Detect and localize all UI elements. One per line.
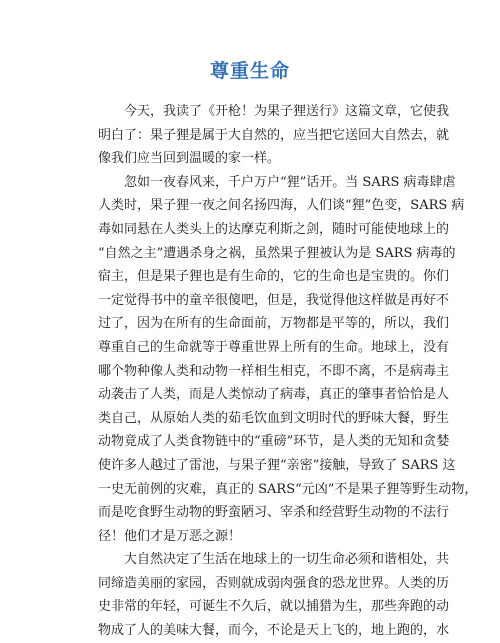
text-line: 使许多人越过了雷池，与果子狸“亲密”接触，导致了 SARS 这 (98, 457, 456, 473)
paragraph-2 (98, 171, 478, 549)
text-line: 明白了：果子狸是属于大自然的，应当把它送回大自然去，就 (98, 127, 450, 143)
text-line: 一史无前例的灾难，真正的 SARS“元凶”不是果子狸等野生动物， (98, 481, 478, 497)
text-line: 大自然决定了生活在地球上的一切生命必须和谐相处，共 (124, 552, 450, 568)
text-line: 一定觉得书中的童辛很傻吧，但是，我觉得他这样做是再好不 (98, 292, 450, 308)
text-line: 史非常的年轻，可诞生不久后，就以捕猎为生，那些奔跑的动 (98, 599, 450, 615)
text-line: 同缔造美丽的家园，否则就成弱肉强食的恐龙世界。人类的历 (98, 575, 450, 591)
paragraph-3 (98, 548, 450, 642)
paragraph-1 (98, 100, 450, 171)
text-line: 像我们应当回到温暖的家一样。 (98, 151, 281, 167)
text-line: 尊重自己的生命就等于尊重世界上所有的生命。地球上，没有 (98, 339, 450, 355)
text-line: 径！他们才是万恶之源！ (98, 528, 242, 544)
article-body (98, 100, 478, 643)
text-line: 毒如同悬在人类头上的达摩克利斯之剑，随时可能使地球上的 (98, 221, 450, 237)
text-line: 人类时，果子狸一夜之间名扬四海，人们谈“狸”色变，SARS 病 (98, 198, 465, 214)
text-line: 类自己，从原始人类的茹毛饮血到文明时代的野味大餐，野生 (98, 410, 450, 426)
text-line: 忽如一夜春风来，千户万户“狸”话开。当 SARS 病毒肆虐 (124, 174, 456, 190)
text-line: 过了，因为在所有的生命面前，万物都是平等的，所以，我们 (98, 316, 450, 332)
text-line: 物成了人的美味大餐，而今，不论是天上飞的，地上跑的，水 (98, 623, 450, 639)
text-line: 动袭击了人类，而是人类惊动了病毒，真正的肇事者恰恰是人 (98, 387, 450, 403)
text-line: 今天，我读了《开枪！为果子狸送行》这篇文章，它使我 (124, 104, 450, 119)
page-title: 尊重生命 (209, 60, 290, 82)
text-line: 动物竟成了人类食物链中的“重磅”环节，是人类的无知和贪婪 (98, 434, 450, 450)
text-line: “自然之主”遭遇杀身之祸，虽然果子狸被认为是 SARS 病毒的 (98, 245, 456, 261)
text-line: 哪个物种像人类和动物一样相生相克，不即不离，不是病毒主 (98, 363, 450, 379)
text-line: 而是吃食野生动物的野蛮陋习、宰杀和经营野生动物的不法行 (98, 505, 450, 521)
text-line: 宿主，但是果子狸也是有生命的，它的生命也是宝贵的。你们 (98, 269, 450, 285)
